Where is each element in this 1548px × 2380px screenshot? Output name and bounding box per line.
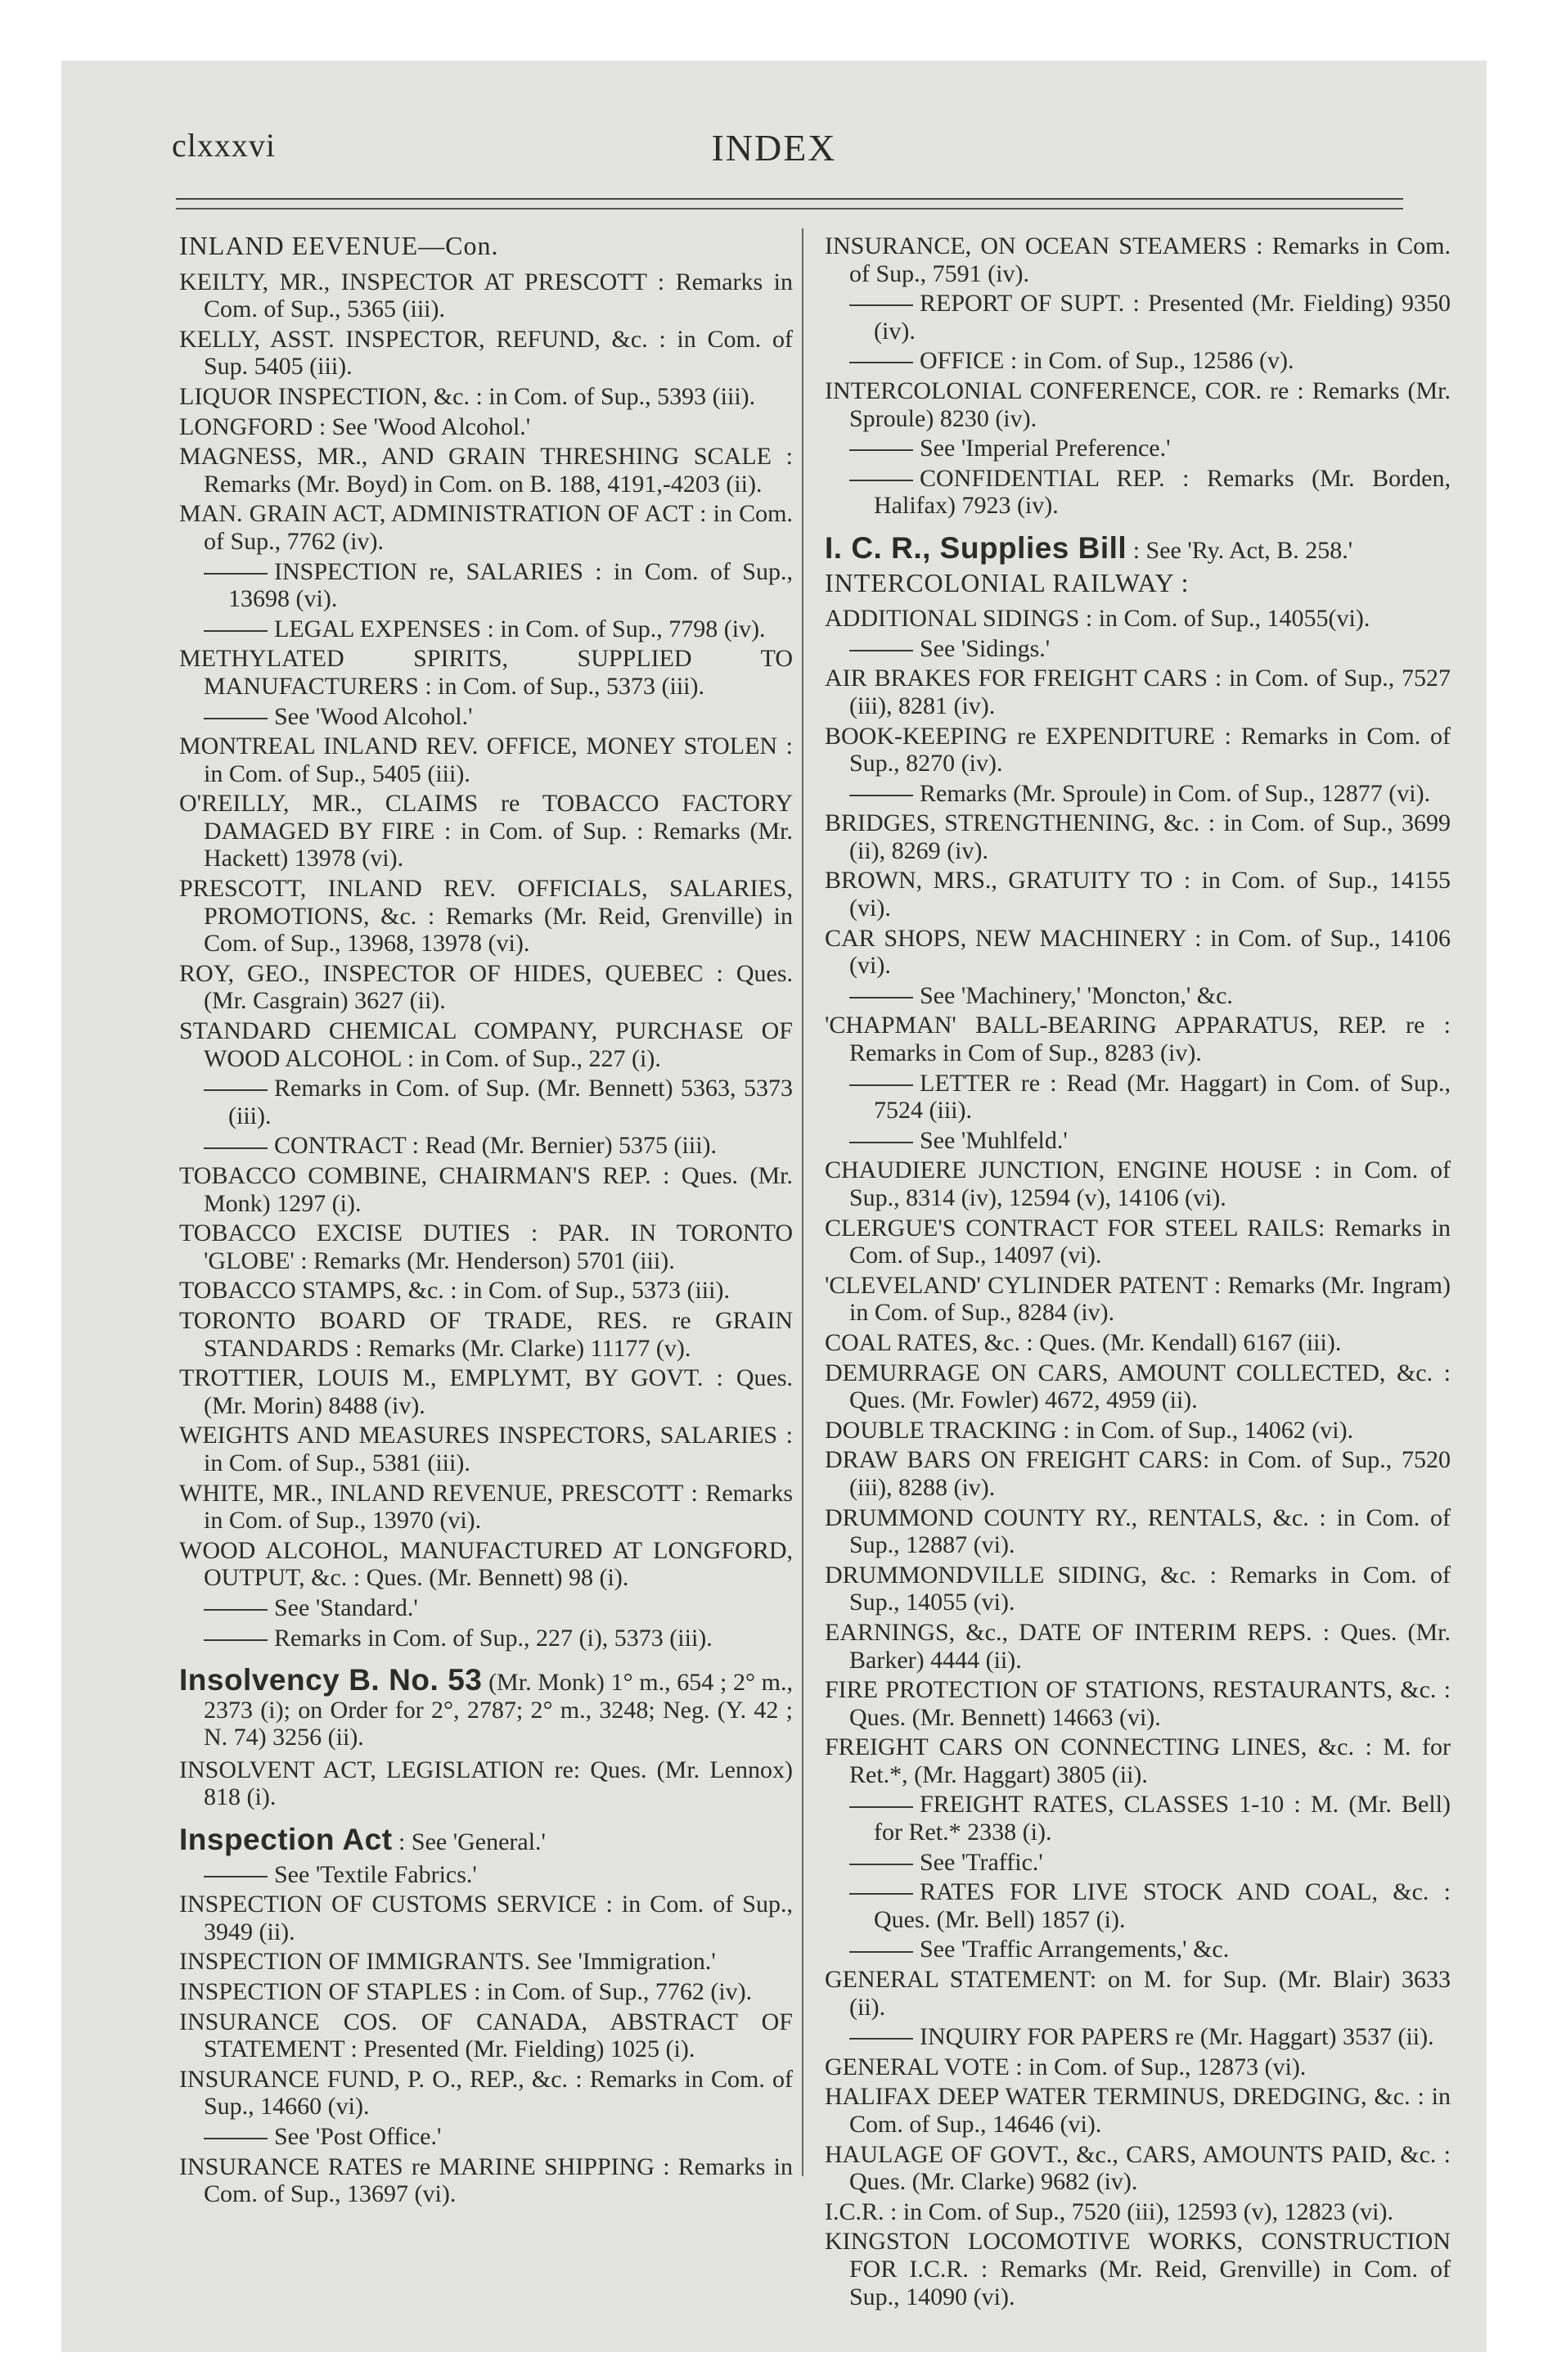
index-entry: KINGSTON LOCOMOTIVE WORKS, CONSTRUCTION FOR I.C.R. : Remarks (Mr. Reid, Grenville) in Com. of Sup., 14090 (vi). [825,2228,1451,2310]
index-subentry [825,1070,1451,1125]
index-subentry [825,1791,1451,1846]
column-divider [802,228,803,2176]
subentry-text: LETTER re : Read (Mr. Haggart) in Com. of Sup., 7524 (iii). [874,1069,1451,1125]
index-subentry [825,780,1451,808]
index-entry: INSURANCE COS. OF CANADA, ABSTRACT OF STATEMENT : Presented (Mr. Fielding) 1025 (i). [179,2008,793,2063]
ditto-dash [849,997,913,998]
subentry-text: See 'Traffic Arrangements,' &c. [920,1936,1230,1963]
index-entry: MAN. GRAIN ACT, ADMINISTRATION OF ACT : in Com. of Sup., 7762 (iv). [179,500,793,555]
index-entry: TROTTIER, LOUIS M., EMPLYMT, BY GOVT. : Ques. (Mr. Morin) 8488 (iv). [179,1364,793,1419]
subentry-text: See 'Machinery,' 'Moncton,' &c. [920,981,1233,1009]
index-subentry [825,2023,1451,2051]
index-entry: LIQUOR INSPECTION, &c. : in Com. of Sup., 5393 (iii). [179,382,756,410]
subentry-text: CONTRACT : Read (Mr. Bernier) 5375 (iii). [274,1132,718,1160]
index-entry: BROWN, MRS., GRATUITY TO : in Com. of Sup., 14155 (vi). [825,867,1451,922]
index-entry: DRAW BARS ON FREIGHT CARS: in Com. of Sup., 7520 (iii), 8288 (iv). [825,1446,1451,1501]
ditto-dash [849,362,913,363]
subentry-text: See 'Imperial Preference.' [920,435,1171,462]
index-entry: CAR SHOPS, NEW MACHINERY : in Com. of Sup., 14106 (vi). [825,924,1451,980]
subentry-text: See 'Traffic.' [920,1848,1043,1876]
index-subentry [825,290,1451,345]
index-entry: INSPECTION OF CUSTOMS SERVICE : in Com. of Sup., 3949 (ii). [179,1891,793,1945]
index-subentry [179,1861,793,1889]
index-entry: CLERGUE'S CONTRACT FOR STEEL RAILS: Remarks in Com. of Sup., 14097 (vi). [825,1214,1451,1269]
index-entry: COAL RATES, &c. : Ques. (Mr. Kendall) 6167 (iii). [825,1328,1342,1356]
index-subentry [825,435,1451,462]
ditto-dash [204,1089,268,1091]
index-entry: INTERCOLONIAL CONFERENCE, COR. re : Remarks (Mr. Sproule) 8230 (iv). [825,376,1451,432]
index-entry: DRUMMOND COUNTY RY., RENTALS, &c. : in Com. of Sup., 12887 (vi). [825,1503,1451,1559]
ditto-dash [204,1147,268,1149]
ditto-dash [849,1142,913,1143]
index-entry: TOBACCO STAMPS, &c. : in Com. of Sup., 5373 (iii). [179,1277,730,1305]
subentry-text: REPORT OF SUPT. : Presented (Mr. Fielding) 9350 (iv). [874,290,1451,345]
index-section-heading: INTERCOLONIAL RAILWAY : [825,567,1190,597]
subentry-text: Remarks (Mr. Sproule) in Com. of Sup., 12877 (vi). [920,779,1431,807]
running-title: INDEX [711,127,837,169]
index-subentry [825,635,1451,663]
index-entry: INSURANCE RATES re MARINE SHIPPING : Remarks in Com. of Sup., 13697 (vi). [179,2152,793,2208]
index-entry: INSPECTION OF IMMIGRANTS. See 'Immigration.' [179,1948,716,1976]
major-entry-text: (Mr. Monk) 1° m., 654 ; 2° m., 2373 (i); on Order for 2°, 2787; 2° m., 3248; Neg. (Y. 42 ; N. 74) 3256 (ii). [204,1669,793,1751]
right-column [825,232,1451,2313]
index-entry: AIR BRAKES FOR FREIGHT CARS : in Com. of Sup., 7527 (iii), 8281 (iv). [825,665,1451,719]
ditto-dash [849,1864,913,1865]
index-section-heading: INLAND EEVENUE—Con. [179,231,499,260]
ditto-dash [849,480,913,481]
ditto-dash [849,1806,913,1808]
ditto-dash [204,630,268,632]
major-entry-text: : See 'General.' [392,1828,546,1856]
subentry-text: See 'Muhlfeld.' [920,1126,1068,1154]
index-entry: O'REILLY, MR., CLAIMS re TOBACCO FACTORY DAMAGED BY FIRE : in Com. of Sup. : Remarks (Mr. Hackett) 13978 (vi). [179,790,793,872]
ditto-dash [204,1639,268,1641]
major-entry-title: I. C. R., Supplies Bill [825,530,1127,565]
subentry-text: Remarks in Com. of Sup. (Mr. Bennett) 5363, 5373 (iii). [228,1075,793,1129]
major-entry-title: Inspection Act [179,1823,393,1857]
subentry-text: See 'Post Office.' [274,2123,442,2150]
ditto-dash [849,795,913,796]
page-header [61,126,1487,175]
left-column [179,232,793,2211]
index-entry: WOOD ALCOHOL, MANUFACTURED AT LONGFORD, OUTPUT, &c. : Ques. (Mr. Bennett) 98 (i). [179,1536,793,1592]
ditto-dash [204,1609,268,1611]
index-entry: DEMURRAGE ON CARS, AMOUNT COLLECTED, &c. : Ques. (Mr. Fowler) 4672, 4959 (ii). [825,1359,1451,1414]
ditto-dash [849,304,913,306]
index-major-entry [179,1823,793,1857]
index-entry: PRESCOTT, INLAND REV. OFFICIALS, SALARIES, PROMOTIONS, &c. : Remarks (Mr. Reid, Grenville) in Com. of Sup., 13968, 13978 (vi). [179,875,793,958]
index-entry: CHAUDIERE JUNCTION, ENGINE HOUSE : in Com. of Sup., 8314 (iv), 12594 (v), 14106 (vi). [825,1156,1451,1211]
index-subentry [825,1936,1451,1963]
index-entry: BRIDGES, STRENGTHENING, &c. : in Com. of Sup., 3699 (ii), 8269 (iv). [825,809,1451,864]
index-entry: I.C.R. : in Com. of Sup., 7520 (iii), 12593 (v), 12823 (vi). [825,2197,1393,2225]
major-entry-title: Insolvency B. No. 53 [179,1663,483,1697]
index-subentry [825,1878,1451,1933]
page-number: clxxxvi [172,127,276,164]
major-entry-text: : See 'Ry. Act, B. 258.' [1127,536,1353,564]
index-entry: STANDARD CHEMICAL COMPANY, PURCHASE OF WOOD ALCOHOL : in Com. of Sup., 227 (i). [179,1017,793,1072]
index-entry: DOUBLE TRACKING : in Com. of Sup., 14062 (vi). [825,1416,1354,1444]
ditto-dash [849,1893,913,1895]
subentry-text: INSPECTION re, SALARIES : in Com. of Sup., 13698 (vi). [228,557,793,613]
index-entry: BOOK-KEEPING re EXPENDITURE : Remarks in Com. of Sup., 8270 (iv). [825,722,1451,778]
index-entry: DRUMMONDVILLE SIDING, &c. : Remarks in Com. of Sup., 14055 (vi). [825,1561,1451,1616]
subentry-text: OFFICE : in Com. of Sup., 12586 (v). [920,347,1294,375]
index-entry: KEILTY, MR., INSPECTOR AT PRESCOTT : Remarks in Com. of Sup., 5365 (iii). [179,268,793,323]
ditto-dash [204,573,268,575]
index-entry: 'CHAPMAN' BALL-BEARING APPARATUS, REP. re : Remarks in Com of Sup., 8283 (iv). [825,1012,1451,1067]
ditto-dash [849,650,913,651]
index-entry: EARNINGS, &c., DATE OF INTERIM REPS. : Ques. (Mr. Barker) 4444 (ii). [825,1618,1451,1674]
subentry-text: See 'Textile Fabrics.' [274,1860,477,1888]
index-entry: METHYLATED SPIRITS, SUPPLIED TO MANUFACTURERS : in Com. of Sup., 5373 (iii). [179,645,793,700]
index-entry: MAGNESS, MR., AND GRAIN THRESHING SCALE : Remarks (Mr. Boyd) in Com. on B. 188, 4191,-4203 (ii). [179,443,793,498]
ditto-dash [849,449,913,451]
index-major-entry [825,530,1451,565]
index-entry: FREIGHT CARS ON CONNECTING LINES, &c. : M. for Ret.*, (Mr. Haggart) 3805 (ii). [825,1733,1451,1788]
index-subentry [179,1132,793,1160]
subentry-text: Remarks in Com. of Sup., 227 (i), 5373 (iii). [274,1624,713,1652]
index-entry: WHITE, MR., INLAND REVENUE, PRESCOTT : Remarks in Com. of Sup., 13970 (vi). [179,1479,793,1535]
index-entry: TOBACCO EXCISE DUTIES : PAR. IN TORONTO 'GLOBE' : Remarks (Mr. Henderson) 5701 (iii). [179,1219,793,1274]
index-subentry [825,1849,1451,1877]
index-subentry [825,982,1451,1010]
ditto-dash [849,1951,913,1953]
ditto-dash [849,2038,913,2040]
ditto-dash [204,718,268,719]
index-entry: TORONTO BOARD OF TRADE, RES. re GRAIN STANDARDS : Remarks (Mr. Clarke) 11177 (v). [179,1306,793,1362]
index-subentry [825,465,1451,520]
index-entry: WEIGHTS AND MEASURES INSPECTORS, SALARIES : in Com. of Sup., 5381 (iii). [179,1422,793,1476]
header-rule [176,198,1403,200]
subentry-text: See 'Wood Alcohol.' [274,702,473,730]
ditto-dash [849,1084,913,1086]
index-entry: LONGFORD : See 'Wood Alcohol.' [179,412,531,440]
index-subentry [179,2123,793,2151]
index-entry: INSURANCE, ON OCEAN STEAMERS : Remarks in Com. of Sup., 7591 (iv). [825,232,1451,287]
ditto-dash [204,2138,268,2139]
index-entry: 'CLEVELAND' CYLINDER PATENT : Remarks (Mr. Ingram) in Com. of Sup., 8284 (iv). [825,1271,1451,1327]
index-entry: INSOLVENT ACT, LEGISLATION re: Ques. (Mr. Lennox) 818 (i). [179,1756,793,1811]
header-rule [176,208,1403,210]
index-subentry [179,1625,793,1652]
index-entry: FIRE PROTECTION OF STATIONS, RESTAURANTS, &c. : Ques. (Mr. Bennett) 14663 (vi). [825,1676,1451,1731]
index-subentry [825,1127,1451,1155]
subentry-text: LEGAL EXPENSES : in Com. of Sup., 7798 (iv). [274,615,766,642]
index-subentry [179,703,793,731]
ditto-dash [204,1876,268,1877]
index-entry: INSURANCE FUND, P. O., REP., &c. : Remarks in Com. of Sup., 14660 (vi). [179,2065,793,2121]
subentry-text: INQUIRY FOR PAPERS re (Mr. Haggart) 3537 (ii). [920,2023,1434,2051]
index-entry: ADDITIONAL SIDINGS : in Com. of Sup., 14055(vi). [825,605,1370,633]
index-subentry [179,1594,793,1622]
index-entry: INSPECTION OF STAPLES : in Com. of Sup., 7762 (iv). [179,1978,753,2006]
index-entry: HALIFAX DEEP WATER TERMINUS, DREDGING, &c. : in Com. of Sup., 14646 (vi). [825,2083,1451,2138]
subentry-text: RATES FOR LIVE STOCK AND COAL, &c. : Ques. (Mr. Bell) 1857 (i). [874,1878,1451,1933]
index-entry: MONTREAL INLAND REV. OFFICE, MONEY STOLEN : in Com. of Sup., 5405 (iii). [179,732,793,787]
index-subentry [825,347,1451,375]
index-subentry [179,1075,793,1129]
index-entry: HAULAGE OF GOVT., &c., CARS, AMOUNTS PAID, &c. : Ques. (Mr. Clarke) 9682 (iv). [825,2140,1451,2196]
index-major-entry [179,1663,793,1751]
index-entry: GENERAL VOTE : in Com. of Sup., 12873 (vi). [825,2053,1307,2080]
subentry-text: See 'Sidings.' [920,634,1051,662]
subentry-text: FREIGHT RATES, CLASSES 1-10 : M. (Mr. Bell) for Ret.* 2338 (i). [874,1791,1451,1846]
index-subentry [179,558,793,613]
index-entry: GENERAL STATEMENT: on M. for Sup. (Mr. Blair) 3633 (ii). [825,1966,1451,2021]
subentry-text: CONFIDENTIAL REP. : Remarks (Mr. Borden, Halifax) 7923 (iv). [874,464,1451,520]
book-page [61,61,1487,2352]
index-entry: ROY, GEO., INSPECTOR OF HIDES, QUEBEC : Ques. (Mr. Casgrain) 3627 (ii). [179,959,793,1015]
index-entry: TOBACCO COMBINE, CHAIRMAN'S REP. : Ques. (Mr. Monk) 1297 (i). [179,1162,793,1217]
index-entry: KELLY, ASST. INSPECTOR, REFUND, &c. : in Com. of Sup. 5405 (iii). [179,325,793,381]
subentry-text: See 'Standard.' [274,1593,418,1621]
index-subentry [179,615,793,643]
